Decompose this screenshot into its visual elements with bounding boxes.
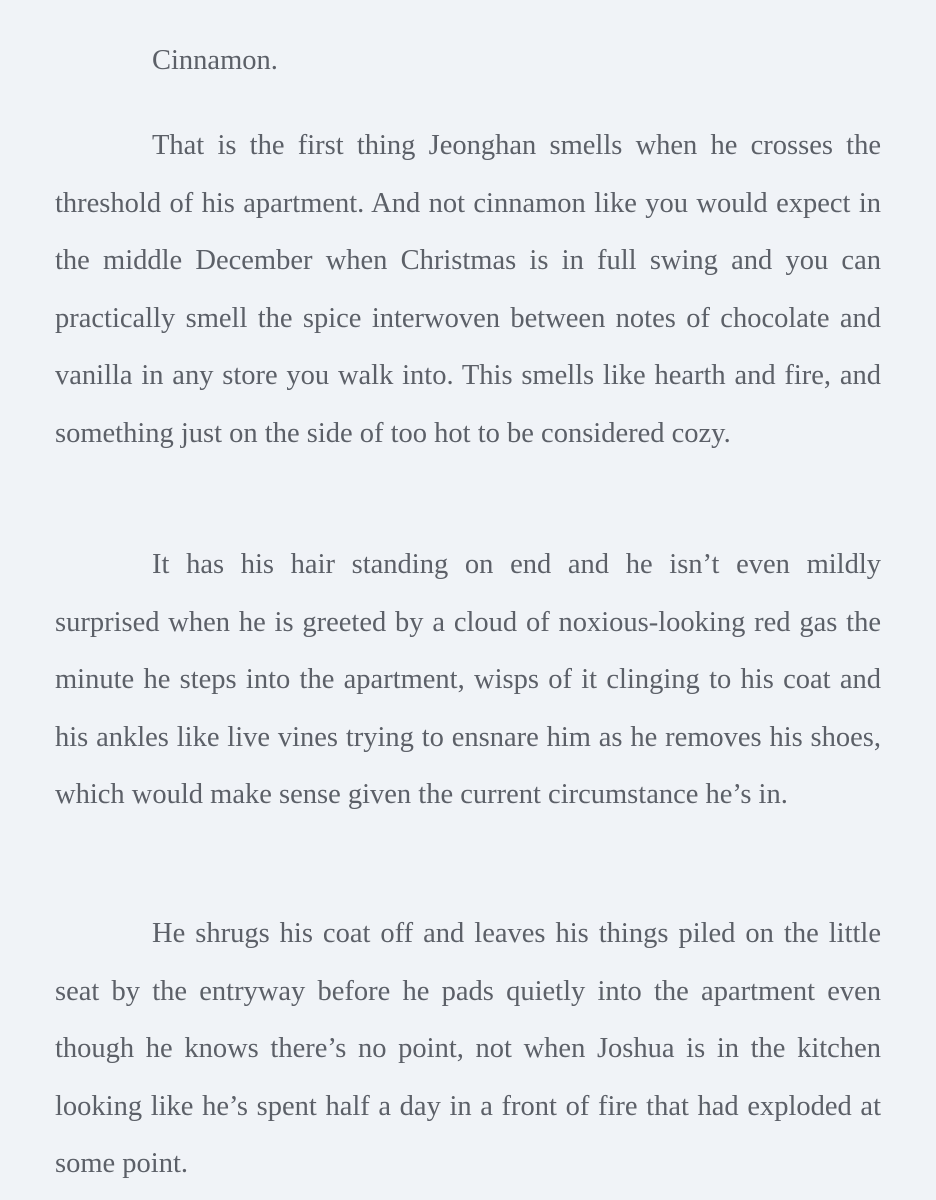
paragraph: He shrugs his coat off and leaves his things piled on the little seat by the entryway before he pads quietly into the apartment even though he knows there’s no point, not when Joshua is in the kitchen looking like he’s spent half a day in a front of fire that had exploded at some point. [55,918,881,1179]
paragraph-block [55,536,881,824]
paragraph-block [55,32,881,90]
paragraph-block [55,905,881,1193]
paragraph: That is the first thing Jeonghan smells when he crosses the threshold of his apartment. And not cinnamon like you would expect in the middle December when Christmas is in full swing and you can practically smell the spice interwoven between notes of chocolate and vanilla in any store you walk into. This smells like hearth and fire, and something just on the side of too hot to be considered cozy. [55,130,881,449]
paragraph: It has his hair standing on end and he isn’t even mildly surprised when he is greeted by a cloud of noxious-looking red gas the minute he steps into the apartment, wisps of it clinging to his coat and his ankles like live vines trying to ensnare him as he removes his shoes, which would make sense given the current circumstance he’s in. [55,549,881,810]
paragraph: Cinnamon. [152,45,278,76]
paragraph-block [55,117,881,462]
